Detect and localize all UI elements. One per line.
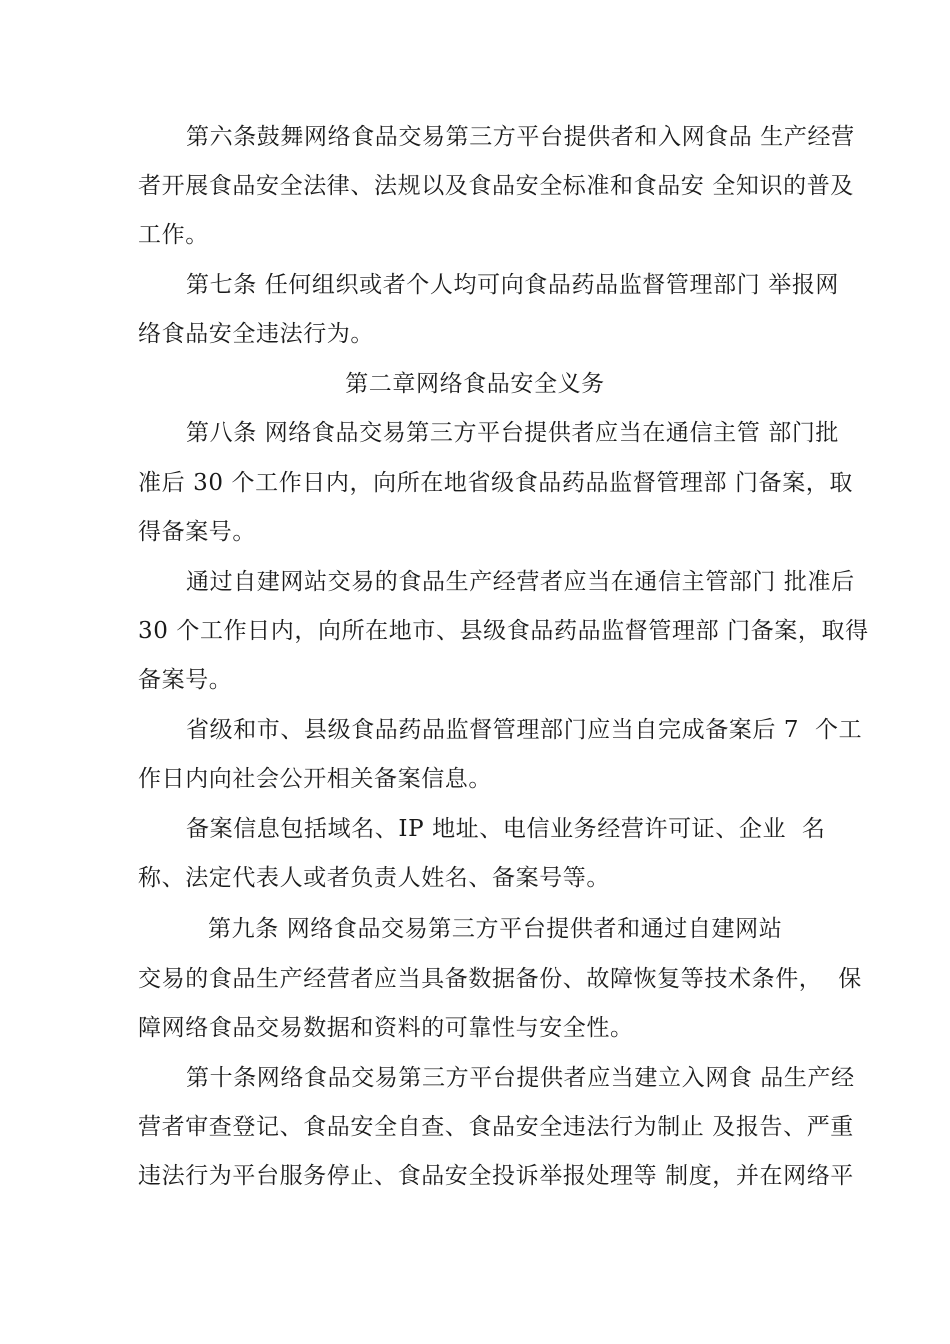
- article-9-line-2: 交易的食品生产经营者应当具备数据备份、故障恢复等技术条件， 保: [138, 966, 862, 992]
- article-10-line-3: 违法行为平台服务停止、食品安全投诉举报处理等 制度，并在网络平: [138, 1163, 854, 1189]
- article-8-line-1: 第八条 网络食品交易第三方平台提供者应当在通信主管 部门批: [186, 420, 840, 446]
- chapter-2-heading: 第二章网络食品安全义务: [345, 371, 605, 397]
- disclosure-line-1: 省级和市、县级食品药品监督管理部门应当自完成备案后 7 个工: [186, 717, 863, 743]
- article-8-line-2: 准后 30 个工作日内，向所在地省级食品药品监督管理部 门备案，取: [138, 470, 853, 496]
- article-10-line-2: 营者审查登记、食品安全自查、食品安全违法行为制止 及报告、严重: [138, 1114, 854, 1140]
- article-10-line-1: 第十条网络食品交易第三方平台提供者应当建立入网食 品生产经: [186, 1065, 855, 1091]
- disclosure-line-2: 作日内向社会公开相关备案信息。: [138, 766, 492, 792]
- self-built-site-line-3: 备案号。: [138, 667, 233, 693]
- self-built-site-line-1: 通过自建网站交易的食品生产经营者应当在通信主管部门 批准后: [186, 569, 855, 595]
- article-9-line-1: 第九条 网络食品交易第三方平台提供者和通过自建网站: [208, 916, 783, 942]
- article-6-line-1: 第六条鼓舞网络食品交易第三方平台提供者和入网食品 生产经营: [186, 124, 855, 150]
- article-9-line-3: 障网络食品交易数据和资料的可靠性与安全性。: [138, 1015, 634, 1041]
- article-7-line-2: 络食品安全违法行为。: [138, 321, 374, 347]
- article-7-line-1: 第七条 任何组织或者个人均可向食品药品监督管理部门 举报网: [186, 272, 840, 298]
- filing-info-line-2: 称、法定代表人或者负责人姓名、备案号等。: [138, 865, 610, 891]
- article-6-line-2: 者开展食品安全法律、法规以及食品安全标准和食品安 全知识的普及: [138, 173, 854, 199]
- article-6-line-3: 工作。: [138, 222, 209, 248]
- article-8-line-3: 得备案号。: [138, 519, 256, 545]
- filing-info-line-1: 备案信息包括域名、IP 地址、电信业务经营许可证、企业 名: [186, 816, 826, 842]
- self-built-site-line-2: 30 个工作日内，向所在地市、县级食品药品监督管理部 门备案，取得: [138, 618, 869, 644]
